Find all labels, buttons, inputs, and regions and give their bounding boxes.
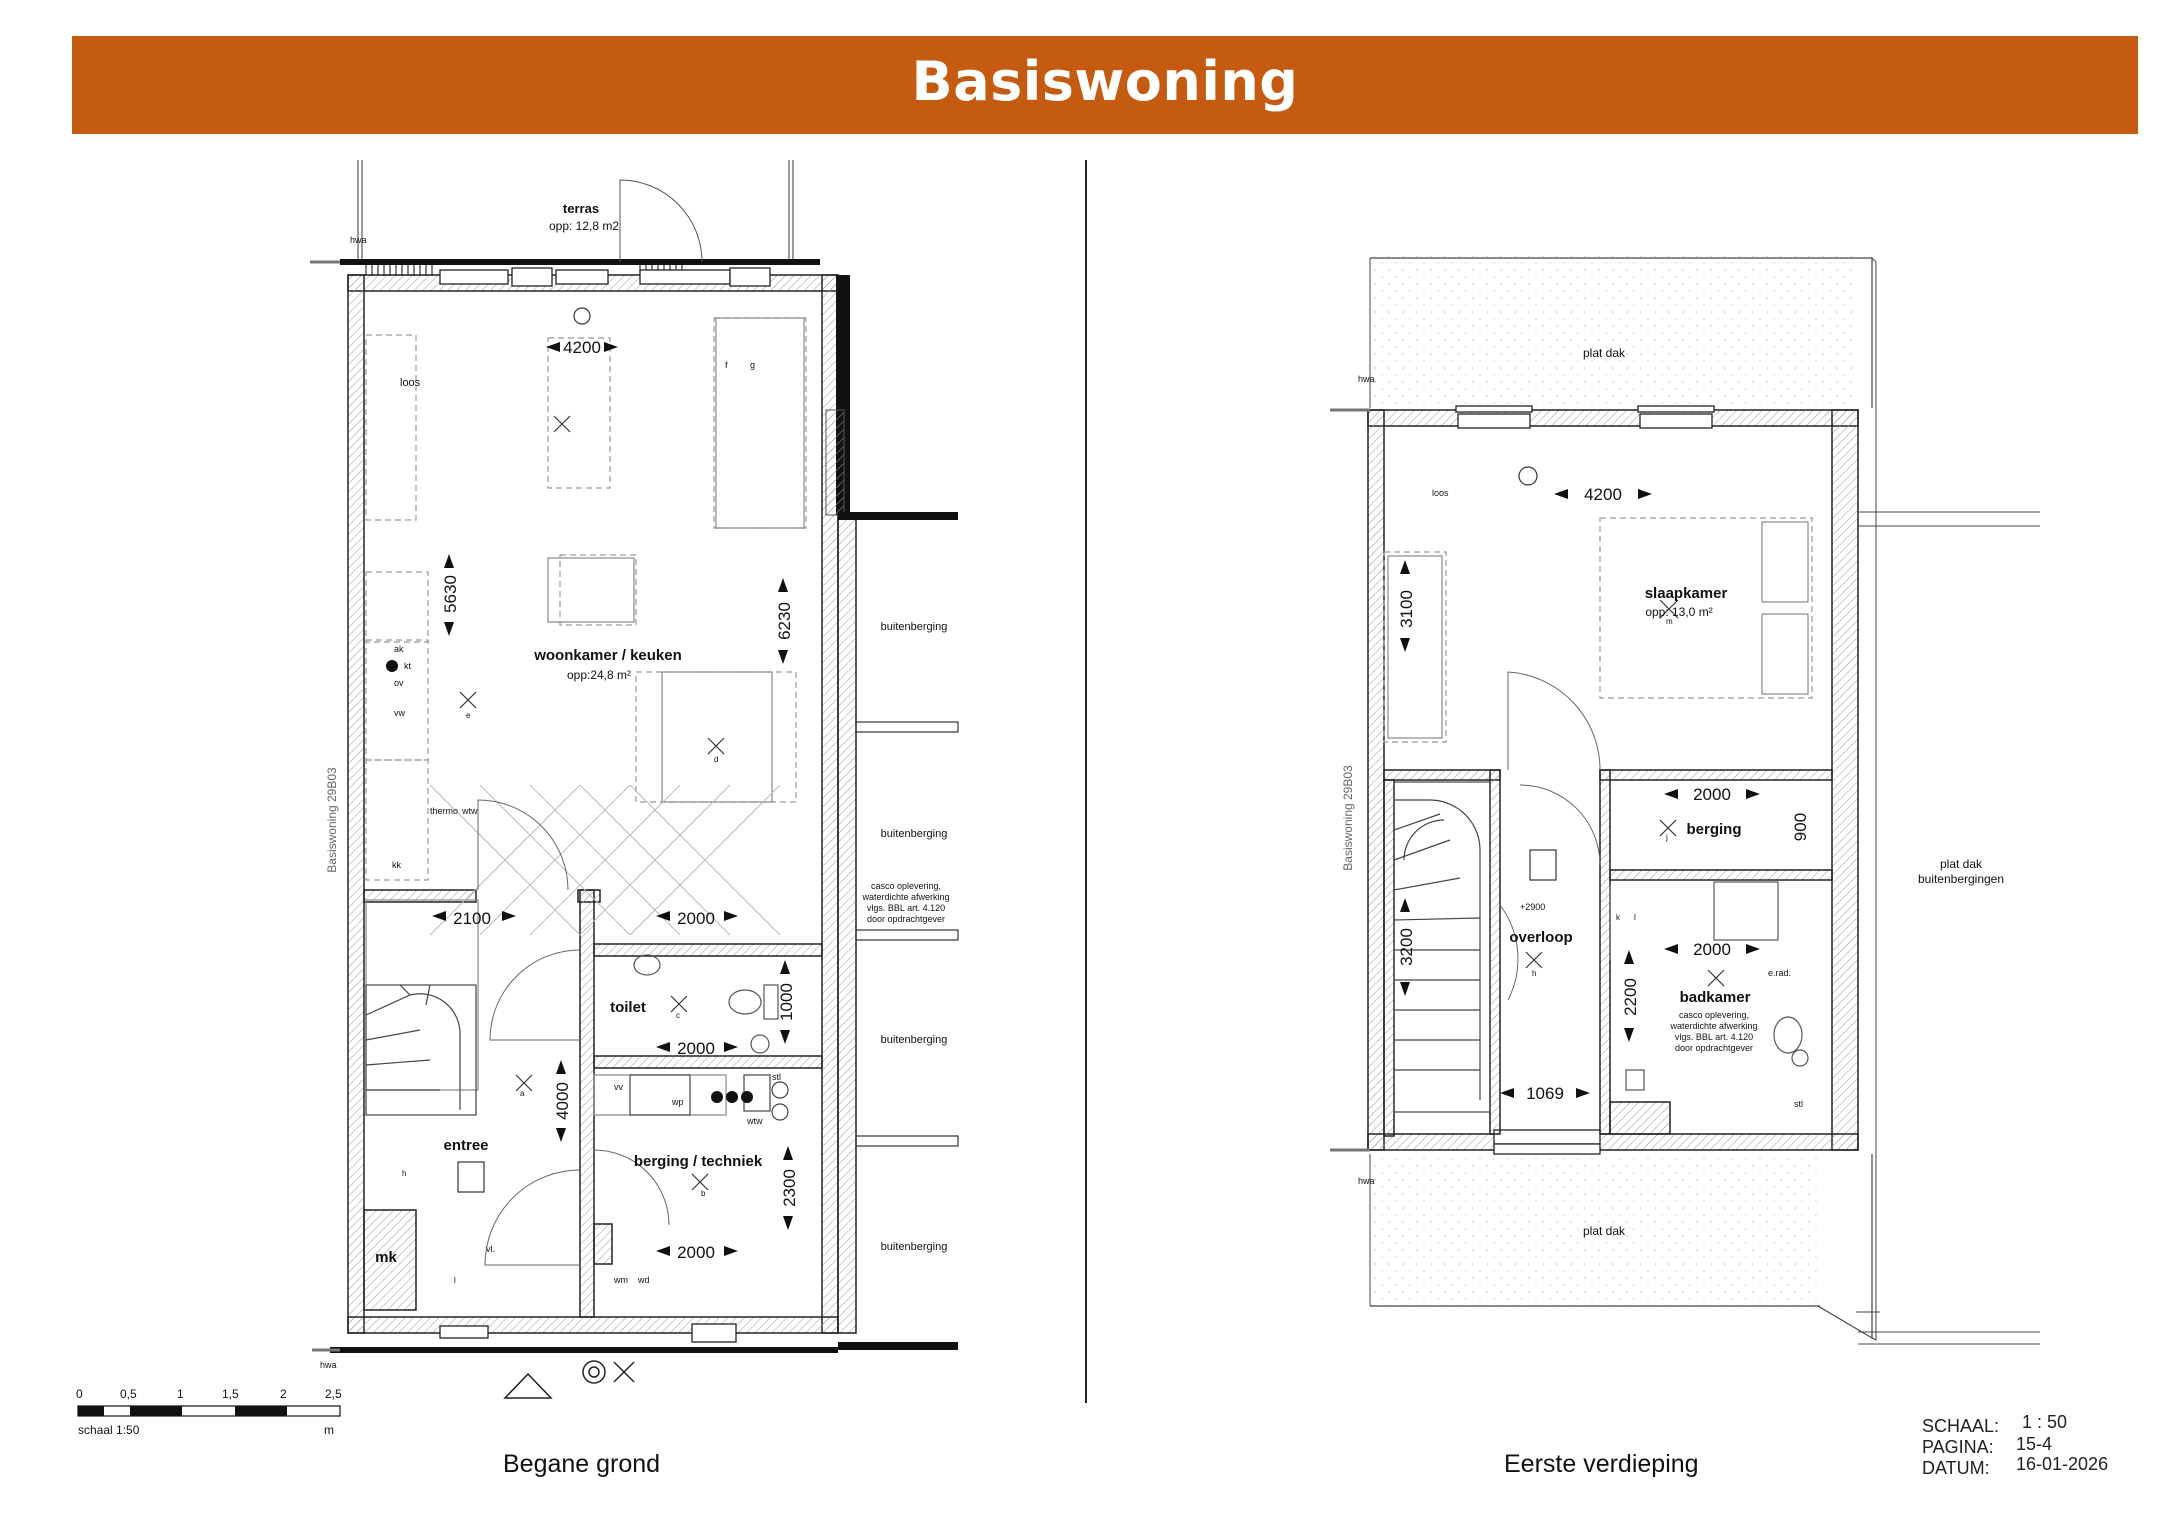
dim-4000: 4000 [553,1082,572,1120]
plan-symbol-label: h [402,1169,407,1178]
scale-legend-value: 1 : 50 [2022,1412,2068,1432]
plan-symbol-label: ov [394,678,404,688]
page-legend-value: 15-4 [2016,1434,2053,1454]
dim-2000-b: 2000 [677,1039,715,1058]
plan-symbol-label: kk [392,860,401,870]
scale-tick-1: 0,5 [120,1387,137,1401]
plan-symbol-label: d [714,755,719,764]
plan-symbol-label: vw [394,708,405,718]
date-legend-label: DATUM: [1922,1458,1990,1478]
entrance-marker [505,1361,634,1398]
plan-symbol-label: hwa [320,1360,337,1370]
scale-legend-label: SCHAAL: [1922,1416,2000,1436]
roof-label-right-1: plat dak [1939,857,1983,871]
plan-symbol-label: thermo [430,806,459,816]
dim-4200-first: 4200 [1584,485,1622,504]
plan-symbol-label: m [1666,617,1673,626]
first-light-points [1519,467,1724,986]
dim-3200: 3200 [1397,928,1416,966]
first-floor-plan [1330,256,2040,1344]
plan-symbol-label: wtw [747,1116,763,1126]
side-label-first: Basiswoning 29B03 [1341,765,1355,871]
ground-windows [440,268,770,1342]
room-berging-first-name: berging [1686,821,1742,838]
plan-symbol-label: ak [394,644,404,654]
first-note-line-1: casco oplevering, [1678,1010,1750,1020]
room-overloop-name: overloop [1509,929,1573,946]
plan-symbol-label: wp [672,1097,684,1107]
plan-symbol-label: wd [638,1275,650,1285]
scale-label: schaal 1:50 [78,1423,140,1437]
dim-2000-c: 2000 [677,1243,715,1262]
room-entree-name: entree [443,1137,489,1154]
outbuilding-2: buitenberging [880,828,948,840]
dim-2000-berging: 2000 [1693,785,1731,804]
room-toilet-name: toilet [610,999,646,1016]
plan-symbol-label: l [454,1276,456,1285]
room-woonkamer-name: woonkamer / keuken [534,647,682,664]
plan-symbol-label: b [701,1189,706,1198]
plan-symbol-label: k [1616,913,1620,922]
dim-2000-a: 2000 [677,909,715,928]
plan-symbol-label: c [676,1011,680,1020]
plan-symbol-label: f [725,360,728,370]
roof-label-top: plat dak [1582,346,1626,360]
page-legend-label: PAGINA: [1922,1437,1994,1457]
scale-tick-0: 0 [76,1387,83,1401]
roof-label-bottom: plat dak [1582,1224,1626,1238]
roof-top [1370,256,1856,408]
outbuilding-partitions [856,722,958,1146]
plan-symbol-label: g [750,360,756,370]
dim-3100: 3100 [1397,590,1416,628]
scale-tick-2: 1 [177,1387,184,1401]
plan-symbol-label: stl [772,1072,781,1082]
note-line-1: casco oplevering, [870,881,942,891]
interior-walls [364,890,822,1317]
room-mk-name: mk [375,1249,397,1266]
level-marker: +2900 [1520,902,1546,912]
room-badkamer-name: badkamer [1679,989,1751,1006]
plan-symbol-label: loos [1432,488,1449,498]
plan-symbol-label: hwa [1358,1176,1375,1186]
plan-symbol-label: vv [614,1082,623,1092]
plan-symbol-label: j [1666,833,1668,842]
scale-bar [76,1387,342,1437]
plan-symbol-label: l [1634,913,1636,922]
dim-2300: 2300 [780,1169,799,1207]
plan-symbol-label: stl [1794,1099,1803,1109]
first-note-line-3: vlgs. BBL art. 4.120 [1674,1032,1754,1042]
bathroom-fixtures [1626,882,1808,1090]
room-slaapkamer-name: slaapkamer [1644,585,1728,602]
plan-symbol-label: vl. [486,1244,495,1254]
flat-roof-outbuildings-edge [1858,512,2040,1344]
scale-tick-5: 2,5 [325,1387,342,1401]
first-note-line-2: waterdichte afwerking [1670,1021,1758,1031]
roof-label-right-2: buitenbergingen [1917,872,2005,886]
date-legend-value: 16-01-2026 [2016,1454,2109,1474]
plan-symbol-label: e.rad. [1768,968,1792,978]
first-interior-walls [1384,770,1832,1136]
outbuilding-1: buitenberging [880,621,948,633]
dim-1000: 1000 [777,983,796,1021]
dim-5630: 5630 [441,575,460,613]
dim-1069: 1069 [1526,1084,1564,1103]
plan-symbol-label: e [466,711,471,720]
outbuilding-5: buitenberging [880,1241,948,1253]
dim-2100: 2100 [453,909,491,928]
dim-6230: 6230 [775,602,794,640]
first-note-line-4: door opdrachtgever [1674,1043,1754,1053]
first-floor-caption: Eerste verdieping [1504,1450,1699,1478]
dim-4200: 4200 [563,338,601,357]
terrace-door-swing [620,180,702,262]
room-berging-name: berging / techniek [633,1153,763,1170]
stairs-ground [366,985,476,1115]
room-slaapkamer-area: opp: 13,0 m² [1645,605,1713,619]
plan-symbol-label: wm [614,1275,628,1285]
outbuilding-3: buitenberging [880,1034,948,1046]
ground-floor-caption: Begane grond [503,1450,661,1478]
first-door-swings [1500,672,1610,1000]
dim-900: 900 [1791,812,1810,842]
note-line-4: door opdrachtgever [866,914,946,924]
plan-symbol-label: hwa [1358,374,1375,384]
plan-symbol-label: loos [400,377,421,389]
plan-symbol-label: h [1532,969,1537,978]
furniture-dashed [366,318,806,880]
plan-symbol-label: a [520,1089,525,1098]
plan-symbol-label: wtw [462,806,478,816]
door-swings [478,800,669,1265]
side-label-ground: Basiswoning 29B03 [325,767,339,873]
first-furniture [1384,518,1812,742]
tech-installations [630,1075,788,1120]
dim-2200: 2200 [1621,978,1640,1016]
scale-tick-4: 2 [280,1387,287,1401]
scale-unit: m [324,1423,334,1437]
scale-tick-3: 1,5 [222,1387,239,1401]
terrace-name: terras [562,201,600,216]
note-line-2: waterdichte afwerking [862,892,950,902]
ground-floor-plan [76,160,958,1437]
plan-symbol-label: hwa [350,235,367,245]
dimension-arrows [432,342,793,1256]
plan-symbol-label: kt [404,661,412,671]
page-title: Basiswoning [911,50,1299,113]
room-woonkamer-area: opp:24,8 m² [566,668,632,682]
dim-2000-bad: 2000 [1693,940,1731,959]
terrace-area: opp: 12,8 m2 [548,219,620,233]
note-line-3: vlgs. BBL art. 4.120 [866,903,946,913]
